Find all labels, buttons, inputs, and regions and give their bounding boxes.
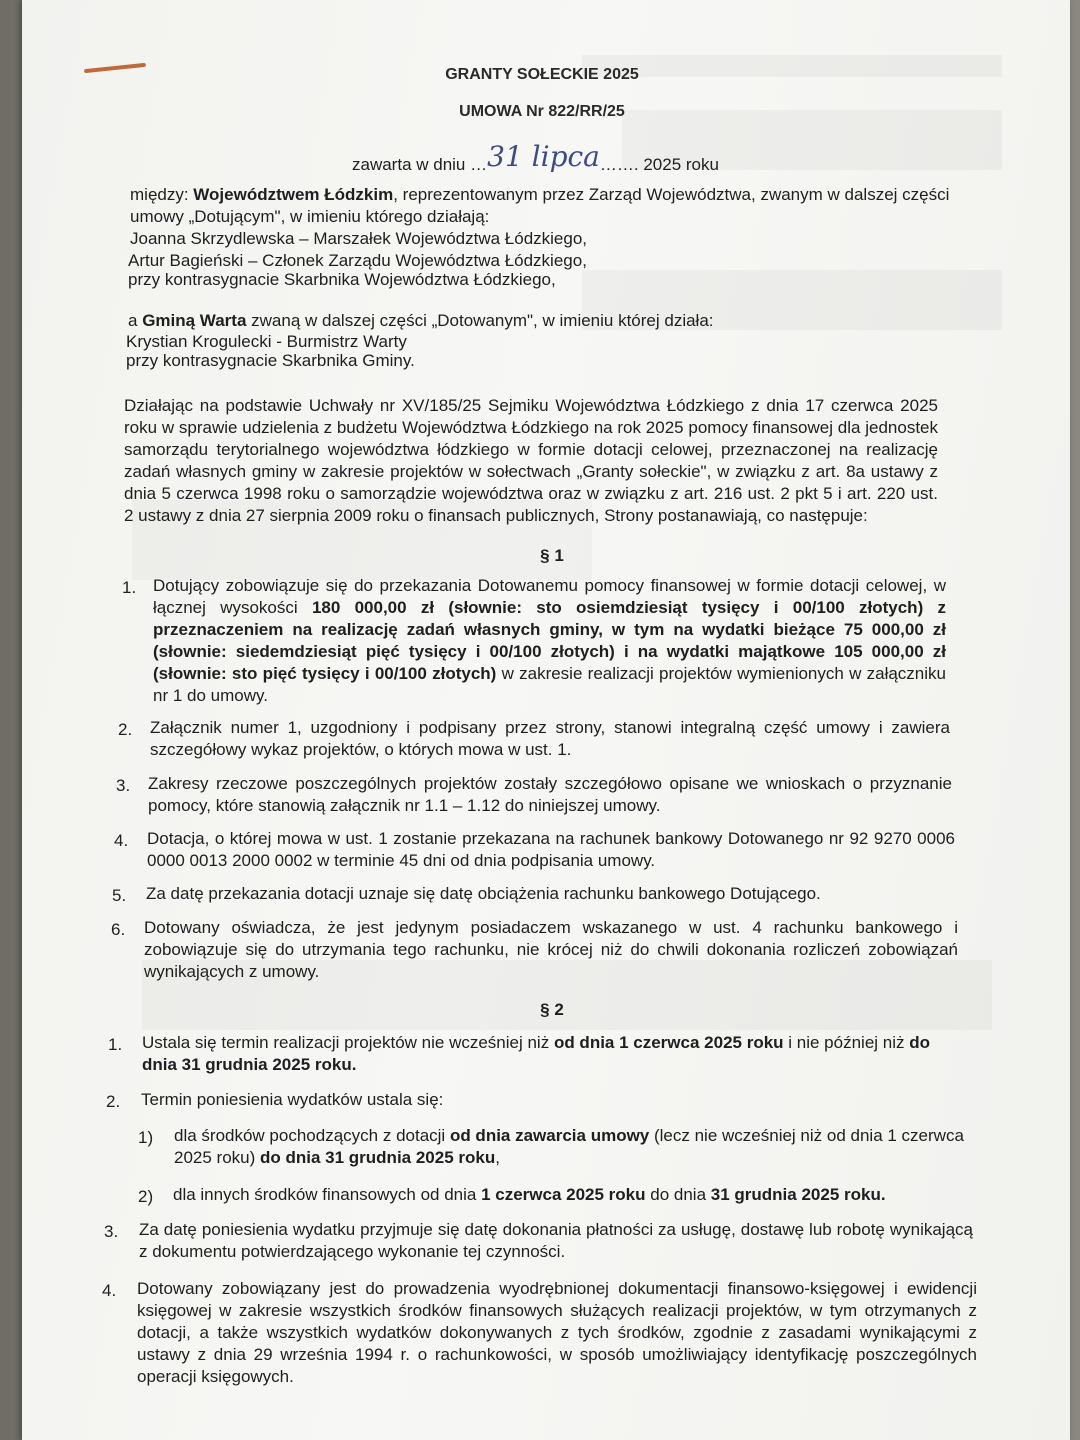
item-text: (lecz nie wcześniej niż od dnia 1 czerwca 2025 roku) [174,1126,964,1167]
section-2-item-number: 1. [108,1035,123,1054]
item-text: do dnia [645,1185,711,1204]
party2-prefix: a [128,311,143,330]
party2-representative: Krystian Krogulecki - Burmistrz Warty [126,332,407,351]
section-1-heading: § 1 [540,546,564,565]
contract-number: UMOWA Nr 822/RR/25 [459,103,625,120]
section-2-sub-item-1 [174,1125,974,1169]
section-2-sub-item-2 [173,1184,993,1206]
item-text: Ustala się termin realizacji projektów nie wcześniej niż [142,1033,554,1052]
section-2-item-number: 2. [106,1092,121,1111]
party1-representative: Artur Bagieński – Członek Zarządu Województwa Łódzkiego, [128,251,587,270]
section-1-item-4: Dotacja, o której mowa w ust. 1 zostanie przekazana na rachunek bankowy Dotowanego nr 92 9270 0006 0000 0013 2000 0002 w terminie 45 dni od dnia podpisania umowy. [147,829,955,870]
item-text: dla innych środków finansowych od dnia [173,1185,482,1204]
item-text: w zakresie realizacji projektów wymienionych w załączniku nr 1 do umowy. [153,664,946,705]
party2-description: zwaną w dalszej części „Dotowanym", w imieniu której działa: [246,311,714,330]
item-text: Dotujący zobowiązuje się do przekazania Dotowanemu pomocy finansowej w formie dotacji celowej, w łącznej wysokości [153,576,946,617]
item-bold: od dnia zawarcia umowy [449,1126,650,1145]
section-2-heading: § 2 [540,1000,564,1019]
section-1-item-number: 1. [122,578,137,597]
section-1-item-6: Dotowany oświadcza, że jest jedynym posiadaczem wskazanego w ust. 4 rachunku bankowego i zobowiązuje się do utrzymania tego rachunku, nie krócej niż do chwili dokonania rozliczeń zobowiązań wynikających z umowy. [144,918,958,981]
section-1-item-5: Za datę przekazania dotacji uznaje się datę obciążenia rachunku bankowego Dotującego. [146,884,821,903]
item-text: dla środków pochodzących z dotacji [174,1126,450,1145]
party1-description: , reprezentowanym przez Zarząd Województwa, zwanym w dalszej części umowy „Dotującym", w imieniu którego działają: [130,185,950,226]
section-1-item-1 [153,575,946,707]
section-1-item-number: 2. [118,720,133,739]
section-2-item-2: Termin poniesienia wydatków ustala się: [141,1090,444,1109]
party1-countersignature: przy kontrasygnacie Skarbnika Województwa Łódzkiego, [128,270,556,289]
preamble-paragraph: Działając na podstawie Uchwały nr XV/185/25 Sejmiku Województwa Łódzkiego z dnia 17 czerwca 2025 roku w sprawie udzielenia z budżetu Województwa Łódzkiego na rok 2025 pomocy finansowej dla jednostek samorządu terytorialnego województwa łódzkiego w formie dotacji celowej, przeznaczonej na realizację zadań własnych gminy w zakresie projektów w sołectwach „Granty sołeckie", w związku z art. 8a ustawy z dnia 5 czerwca 1998 roku o samorządzie województwa oraz w związku z art. 216 ust. 2 pkt 5 i art. 220 ust. 2 ustawy z dnia 27 sierpnia 2009 roku o finansach publicznych, Strony postanawiają, co następuje: [124,396,938,525]
item-amount-bold: 180 000,00 zł (słownie: sto osiemdziesiąt tysięcy i 00/100 złotych) z przeznaczeniem na realizację zadań własnych gminy, w tym na wydatki bieżące 75 000,00 zł (słownie: siedemdziesiąt pięć tysięcy i 00/100 złotych) i na wydatki majątkowe 105 000,00 zł (słownie: sto pięć tysięcy i 00/100 złotych) [153,598,947,683]
item-date-bold: 31 grudnia 2025 roku. [710,1185,886,1204]
party2-name: Gminą Warta [142,311,247,330]
parties-party1 [130,184,960,228]
item-date-bold: do dnia 31 grudnia 2025 roku [260,1148,496,1167]
section-1-item-3: Zakresy rzeczowe poszczególnych projektów zostały szczegółowo opisane we wnioskach o przyznanie pomocy, które stanowią załącznik nr 1.1 – 1.12 do niniejszej umowy. [148,774,952,815]
sub-item-number: 2) [138,1187,154,1206]
date-dots: … [470,155,488,174]
party1-name: Województwem Łódzkim [193,185,394,204]
section-1-item-number: 3. [116,776,131,795]
section-1-item-2: Załącznik numer 1, uzgodniony i podpisany przez strony, stanowi integralną część umowy i zawiera szczegółowy wykaz projektów, o których mowa w ust. 1. [150,718,950,759]
date-dots: ……. [599,155,639,174]
section-2-item-4: Dotowany zobowiązany jest do prowadzenia wyodrębnionej dokumentacji finansowo-księgowej i ewidencji księgowej w zakresie wszystkich środków finansowych służących realizacji projektów, w tym otrzymanych z dotacji, a także wszystkich wydatków dokonywanych z tych środków, zgodnie z zasadami wynikającymi z ustawy z dnia 29 września 1994 r. o rachunkowości, w sposób umożliwiający identyfikację poszczególnych operacji księgowych. [137,1279,977,1386]
section-1-item-number: 5. [112,886,127,905]
handwritten-date: 31 lipca [487,140,600,173]
item-date-bold: do dnia 31 grudnia 2025 roku. [142,1033,931,1074]
document-page [22,0,1070,1440]
section-2-item-3: Za datę poniesienia wydatku przyjmuje się datę dokonania płatności za usługę, dostawę lub robotę wynikającą z dokumentu potwierdzającego wykonanie tej czynności. [139,1220,973,1261]
item-text: , [495,1148,500,1167]
section-2-item-number: 3. [104,1222,119,1241]
document-title: GRANTY SOŁECKIE 2025 [445,66,639,83]
parties-party2 [128,310,958,332]
party1-representative: Joanna Skrzydlewska – Marszałek Województwa Łódzkiego, [130,229,588,248]
contract-date-line [352,140,719,177]
section-2-item-1 [142,1032,964,1076]
item-date-bold: od dnia 1 czerwca 2025 roku [553,1033,784,1052]
section-1-item-number: 6. [111,920,126,939]
date-prefix: zawarta w dniu [352,155,471,174]
date-suffix: 2025 roku [638,155,719,174]
section-1-item-number: 4. [114,831,129,850]
party2-countersignature: przy kontrasygnacie Skarbnika Gminy. [126,351,415,370]
sub-item-number: 1) [138,1128,154,1147]
section-2-item-number: 4. [102,1281,117,1300]
item-text: i nie później niż [783,1033,910,1052]
item-date-bold: 1 czerwca 2025 roku [481,1185,646,1204]
parties-intro: między: [130,185,194,204]
